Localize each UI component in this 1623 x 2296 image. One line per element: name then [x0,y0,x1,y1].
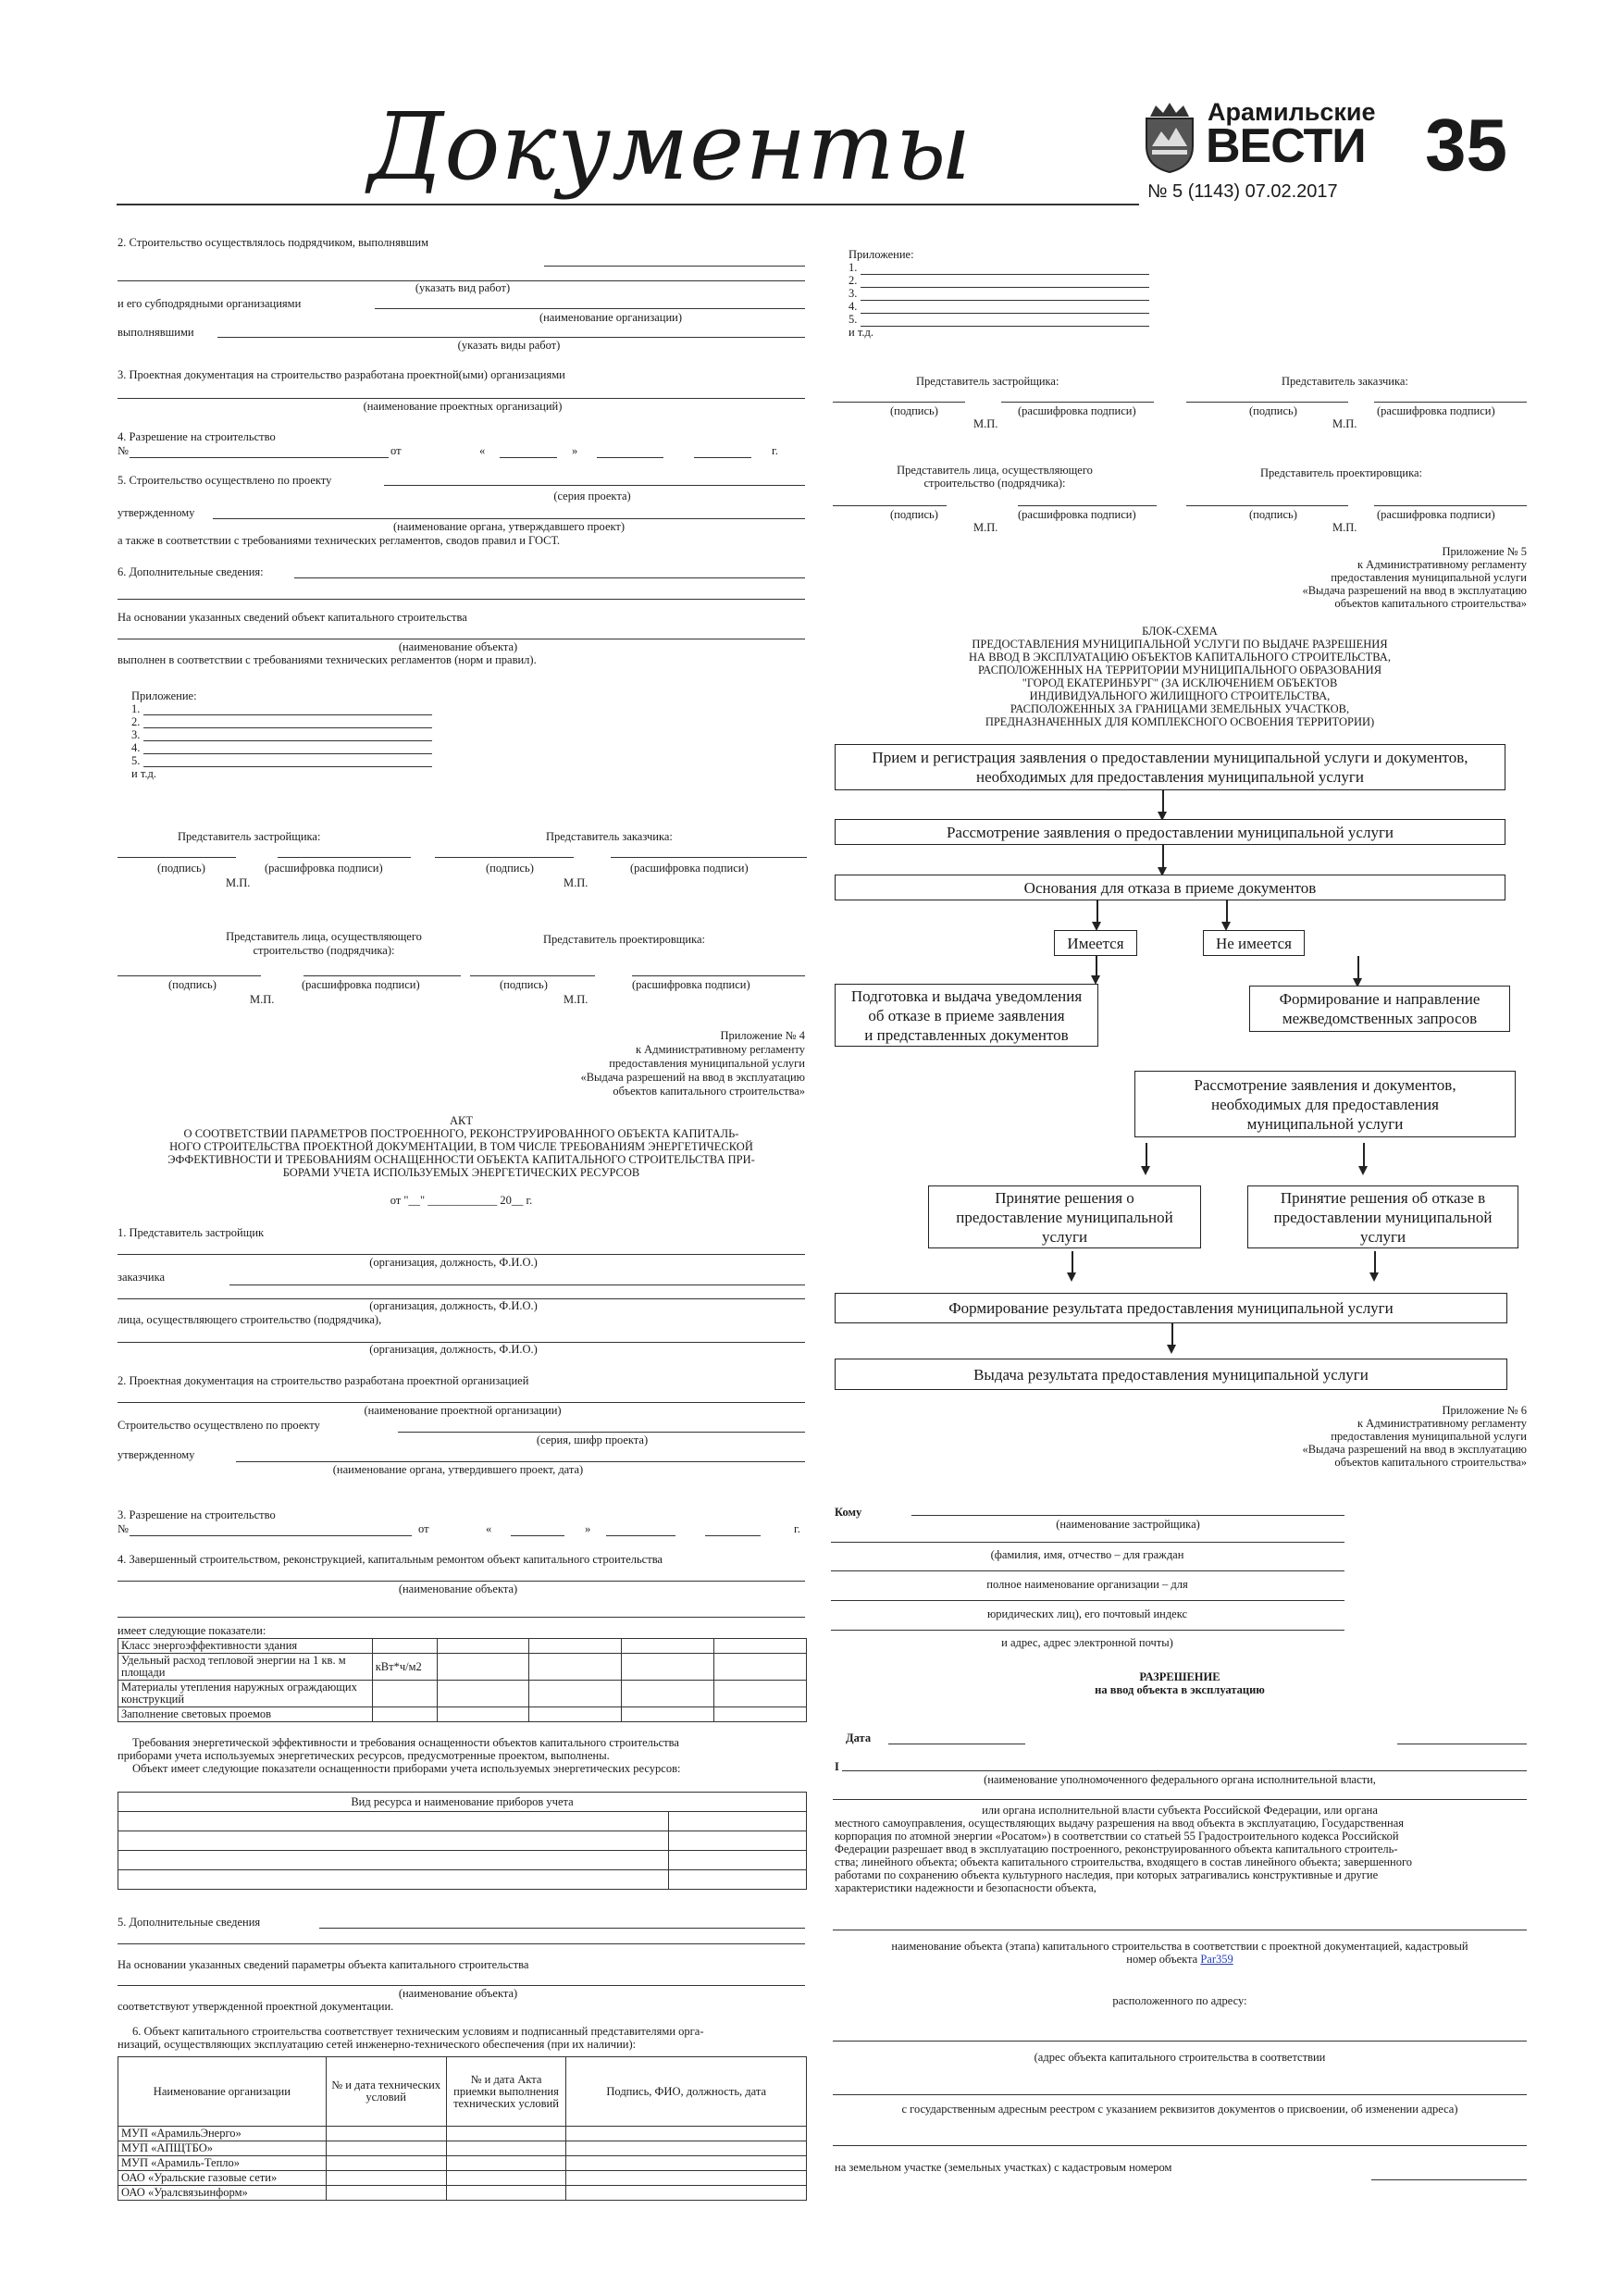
masthead-title: Документы [368,93,973,201]
attachments-title: Приложение: [131,689,197,702]
builder-person-label: лица, осуществляющего строительство (подрядчика), [118,1313,382,1326]
sign-hint: (подпись) [157,862,205,875]
fill-line [861,300,1149,301]
fill-line [143,740,432,741]
orgs-table [118,2056,807,2201]
flow-step-review: Рассмотрение заявления о предоставлении муниципальной услуги [835,819,1505,845]
fill-line [294,577,805,578]
table-row [118,2127,807,2141]
requirements-text: приборами учета используемых энергетических ресурсов, предусмотренные проектом, выполнены. [118,1749,610,1762]
flow-step-interagency [1249,986,1510,1032]
fio-hint: (фамилия, имя, отчество – для граждан [990,1548,1184,1561]
approver-hint: (наименование органа, утвердившего проект, дата) [332,1463,584,1476]
attachment-item: 5. [131,754,141,767]
flow-branch-no: Не имеется [1203,930,1305,956]
quote-close: » [585,1522,591,1535]
stamp-label: М.П. [564,993,588,1006]
flow-text: необходимых для предоставления [1211,1095,1439,1113]
to-label: Кому [835,1506,862,1519]
appendix-5-caption: объектов капитального строительства» [1334,597,1527,610]
attachment-item: 1. [131,702,141,715]
fill-line [143,766,432,767]
act-item-6: 6. Объект капитального строительства соответствует техническим условиям и подписанный представителями орга- [132,2025,704,2038]
fill-line [861,326,1149,327]
appendix-5-caption: предоставления муниципальной услуги [1331,571,1527,584]
fill-line [435,857,574,858]
org-position-fio-hint: (организация, должность, Ф.И.О.) [369,1256,538,1269]
table-cell: Заполнение световых проемов [118,1707,373,1722]
permit-body: корпорация по атомной энергии «Росатом») в соответствии со статьей 55 Градостроительного кодекса Российской [835,1830,1399,1843]
fill-line [118,1617,805,1618]
flow-text: муниципальной услуги [1246,1114,1404,1133]
fill-line [143,753,432,754]
fill-line [118,599,805,600]
table-cell: кВт*ч/м2 [372,1654,437,1681]
stamp-label: М.П. [250,993,275,1006]
arrow-down-icon [1357,956,1359,979]
appendix-6-caption: объектов капитального строительства» [1334,1456,1527,1469]
flow-branch-yes: Имеется [1054,930,1137,956]
sign-hint: (подпись) [500,978,548,991]
regs-line: а также в соответствии с требованиями технических регламентов, сводов правил и ГОСТ. [118,534,560,547]
flow-text: Принятие решения о [995,1188,1134,1207]
act-item-5: 5. Дополнительные сведения [118,1916,261,1929]
indicators-label: имеет следующие показатели: [118,1624,266,1637]
legal-entity-hint: юридических лиц), его почтовый индекс [986,1607,1188,1620]
fill-line [470,975,595,976]
sign-decode-hint: (расшифровка подписи) [302,978,420,991]
flow-text: предоставлении муниципальной [1273,1208,1493,1226]
flow-text: услуги [1041,1227,1088,1246]
table-cell: ОАО «Уралсвязьинформ» [118,2186,327,2201]
energy-table [118,1638,807,1722]
flow-step-approve [928,1185,1201,1248]
permit-body: Федерации разрешает ввод в эксплуатацию построенного, реконструированного объекта капитального строитель- [835,1843,1398,1855]
resource-table [118,1792,807,1890]
fill-line [833,2094,1527,2095]
table-row [118,1654,807,1681]
fill-line [833,505,947,506]
fill-line [842,1770,1527,1771]
fill-line [1374,402,1527,403]
appendix-4-caption: к Административному регламенту [635,1043,805,1056]
sign-decode-hint: (расшифровка подписи) [1018,508,1136,521]
fill-line [236,1461,805,1462]
authority-hint: (наименование уполномоченного федерального органа исполнительной власти, [984,1773,1376,1786]
table-row [118,1831,807,1851]
table-cell: Класс энергоэффективности здания [118,1639,373,1654]
permit-body: местного самоуправления, осуществляющих выдачу разрешения на ввод объекта в эксплуатацию, Государственная [835,1817,1405,1830]
appendix-6-caption: предоставления муниципальной услуги [1331,1430,1527,1443]
act-date: от "__" ____________ 20__ г. [390,1194,533,1207]
sign-decode-hint: (расшифровка подписи) [1377,404,1495,417]
flow-text: Принятие решения об отказе в [1280,1188,1486,1207]
arrow-down-icon [1226,900,1228,923]
block-scheme-title: БЛОК-СХЕМА [1142,625,1218,638]
appendix-5-caption: «Выдача разрешений на ввод в эксплуатацию [1302,584,1527,597]
rep-developer-label: Представитель застройщика: [916,375,1059,388]
act-item-3: 3. Разрешение на строительство [118,1508,276,1521]
par-link[interactable]: Par359 [1200,1953,1233,1966]
comply-text: соответствуют утвержденной проектной документации. [118,2000,394,2013]
address-registry-hint: (адрес объекта капитального строительства в соответствии [1034,2051,1326,2064]
fill-line [632,975,805,976]
rep-developer-label: Представитель застройщика: [178,830,321,843]
design-org-hint: (наименование проектной организации) [364,1404,562,1417]
act-item-6: низаций, осуществляющих эксплуатацию сетей инженерно-технического обеспечения (при их наличии): [118,2038,637,2051]
fill-line [118,398,805,399]
arrow-down-icon [1096,900,1098,923]
object-name-hint: (наименование объекта) [398,1582,518,1595]
fill-line [611,857,807,858]
basis-text: На основании указанных сведений параметры объекта капитального строительства [118,1958,529,1971]
org-position-fio-hint: (организация, должность, Ф.И.О.) [369,1299,538,1312]
fill-line [911,1515,1344,1516]
coat-of-arms-icon [1141,100,1198,174]
arrow-down-icon [1162,845,1164,868]
permit-body: или органа исполнительной власти субъекта Российской Федерации, или органа [982,1804,1378,1817]
arrow-down-icon [1072,1251,1073,1273]
table-header: Вид ресурса и наименование приборов учета [118,1793,807,1812]
fill-line [1371,2179,1527,2180]
section-number: I [835,1760,839,1773]
appendix-6-caption: «Выдача разрешений на ввод в эксплуатацию [1302,1443,1527,1456]
appendix-5-caption: к Административному регламенту [1357,558,1527,571]
appendix-4-caption: Приложение № 4 [720,1029,805,1042]
act-item-1: 1. Представитель застройщик [118,1226,265,1239]
fill-line [118,1581,805,1582]
attachment-item: 4. [131,741,141,754]
act-title: О СООТВЕТСТВИИ ПАРАМЕТРОВ ПОСТРОЕННОГО, РЕКОНСТРУИРОВАННОГО ОБЪЕКТА КАПИТАЛЬ- [183,1127,739,1140]
act-title: ЭФФЕКТИВНОСТИ И ТРЕБОВАНИЯМ ОСНАЩЕННОСТИ ОБЪЕКТА КАПИТАЛЬНОГО СТРОИТЕЛЬСТВА ПРИ- [167,1153,755,1166]
table-header: № и дата технических условий [326,2057,446,2127]
act-title: БОРАМИ УЧЕТА ИСПОЛЬЗУЕМЫХ ЭНЕРГЕТИЧЕСКИХ РЕСУРСОВ [282,1166,640,1179]
header-rule [117,204,1139,205]
fill-line [597,457,663,458]
table-header: Наименование организации [118,2057,327,2127]
subcontractors-label: и его субподрядными организациями [118,297,302,310]
table-row [118,1793,807,1812]
fill-line [1186,505,1348,506]
work-type-hint: (указать вид работ) [415,281,511,294]
flow-text: Прием и регистрация заявления о предоставлении муниципальной услуги и документов, [872,749,1468,766]
developer-name-hint: (наименование застройщика) [1056,1518,1200,1531]
issue-info: № 5 (1143) 07.02.2017 [1147,181,1338,202]
number-sign: № [118,1522,129,1535]
appendix-5-caption: Приложение № 5 [1442,545,1527,558]
attachment-item: 5. [849,313,858,326]
quote-open: « [479,444,486,457]
attachment-item: 1. [849,261,858,274]
block-scheme-title: РАСПОЛОЖЕННЫХ НА ТЕРРИТОРИИ МУНИЦИПАЛЬНОГО ОБРАЗОВАНИЯ [977,664,1382,676]
table-header: № и дата Акта приемки выполнения технических условий [446,2057,566,2127]
requirements-text: Требования энергетической эффективности и требования оснащенности объектов капитального строительства [132,1736,679,1749]
flow-text: Подготовка и выдача уведомления [850,987,1083,1005]
fill-line [143,727,432,728]
flow-text: об отказе в приеме заявления [868,1006,1065,1024]
fill-line [606,1535,675,1536]
object-stage-hint [833,1953,1527,1967]
permit-title: РАЗРЕШЕНИЕ [1139,1670,1220,1683]
sign-hint: (подпись) [1249,404,1297,417]
flow-step-form-result: Формирование результата предоставления муниципальной услуги [835,1293,1507,1323]
section-2-heading: 2. Строительство осуществлялось подрядчиком, выполнявшим [118,236,428,249]
block-scheme-title: ПРЕДНАЗНАЧЕННЫХ ДЛЯ КОМПЛЕКСНОГО ОСВОЕНИЯ ТЕРРИТОРИИ) [985,715,1375,728]
fill-line [398,1432,805,1433]
table-row [118,2171,807,2186]
fill-line [384,485,805,486]
approver-hint: (наименование органа, утверждавшего проект) [392,520,626,533]
sign-hint: (подпись) [168,978,217,991]
registry-hint: с государственным адресным реестром с указанием реквизитов документов о присвоении, об изменении адреса) [901,2103,1458,2116]
page-number: 35 [1425,104,1507,186]
permit-body: характеристики надежности и безопасности объекта, [835,1881,1096,1894]
rep-builder-label: строительство (подрядчика): [253,944,395,957]
block-scheme-title: НА ВВОД В ЭКСПЛУАТАЦИЮ ОБЪЕКТОВ КАПИТАЛЬНОГО СТРОИТЕЛЬСТВА, [969,651,1391,664]
flow-text: межведомственных запросов [1282,1010,1478,1027]
table-cell: МУП «Арамиль-Тепло» [118,2156,327,2171]
rep-customer-label: Представитель заказчика: [1282,375,1408,388]
table-row [118,1851,807,1870]
fill-line [118,975,261,976]
table-row [118,2141,807,2156]
fill-line [1186,402,1348,403]
etc-label: и т.д. [849,326,873,339]
full-name-hint: полное наименование организации – для [986,1578,1188,1591]
fill-line [831,1542,1344,1543]
flow-step-issue-result: Выдача результата предоставления муниципальной услуги [835,1359,1507,1390]
table-cell: МУП «АПЩТБО» [118,2141,327,2156]
performed-label: выполнявшими [118,326,194,339]
section-4-heading: 4. Разрешение на строительство [118,430,276,443]
appendix-4-caption: предоставления муниципальной услуги [609,1057,805,1070]
arrow-down-icon [1146,1143,1147,1167]
object-name-hint: (наименование объекта) [398,640,518,653]
approved-label: утвержденному [118,1448,195,1461]
fill-line [500,457,557,458]
flow-text: услуги [1359,1227,1406,1246]
table-row [118,2156,807,2171]
section-6-heading: 6. Дополнительные сведения: [118,565,264,578]
section-5-heading: 5. Строительство осуществлено по проекту [118,474,332,487]
fill-line [375,308,805,309]
fill-line [213,518,805,519]
sign-hint: (подпись) [890,404,938,417]
object-name-hint: (наименование объекта) [398,1987,518,2000]
fill-line [1018,505,1157,506]
block-scheme-title: "ГОРОД ЕКАТЕРИНБУРГ" (ЗА ИСКЛЮЧЕНИЕМ ОБЪЕКТОВ [1022,676,1338,689]
sign-decode-hint: (расшифровка подписи) [1018,404,1136,417]
flow-step-intake [835,744,1505,790]
flow-step-review-docs [1134,1071,1516,1137]
table-row [118,1870,807,1890]
stamp-label: М.П. [973,417,998,430]
table-row [118,1681,807,1707]
flow-text: предоставление муниципальной [956,1208,1173,1226]
year-suffix: г. [794,1522,800,1535]
basis-text: На основании указанных сведений объект капитального строительства [118,611,467,624]
fill-line [319,1928,805,1929]
approved-label: утвержденному [118,506,195,519]
fill-line [544,266,805,267]
act-title: НОГО СТРОИТЕЛЬСТВА ПРОЕКТНОЙ ДОКУМЕНТАЦИИ, В ТОМ ЧИСЛЕ ТРЕБОВАНИЯМ ЭНЕРГЕТИЧЕСКОЙ [169,1140,753,1153]
appendix-4-caption: объектов капитального строительства» [613,1085,805,1098]
appendix-6-caption: Приложение № 6 [1442,1404,1527,1417]
fill-line [217,337,805,338]
fill-line [831,1630,1344,1631]
fill-line [831,1570,1344,1571]
design-orgs-hint: (наименование проектных организаций) [363,400,563,413]
fill-line [831,1600,1344,1601]
series-code-hint: (серия, шифр проекта) [536,1433,649,1446]
sign-decode-hint: (расшифровка подписи) [265,862,383,875]
stamp-label: М.П. [1332,417,1357,430]
stamp-label: М.П. [226,876,251,889]
fill-line [118,1985,805,1986]
table-row [118,2186,807,2201]
land-plot-label: на земельном участке (земельных участках) с кадастровым номером [835,2161,1172,2174]
fill-line [143,714,432,715]
permit-body: работами по сохранению объекта культурного наследия, при которых затрагивались конструктивные и другие [835,1868,1379,1881]
flow-text: необходимых для предоставления муниципальной услуги [976,768,1364,786]
table-row [118,1639,807,1654]
stamp-label: М.П. [564,876,588,889]
quote-close: » [572,444,578,457]
fill-line [130,457,389,458]
sign-decode-hint: (расшифровка подписи) [632,978,750,991]
flow-step-reject [1247,1185,1518,1248]
brand-line-1: Арамильские [1208,98,1376,126]
table-row [118,1812,807,1831]
located-label: расположенного по адресу: [1112,1994,1247,2007]
arrow-down-icon [1363,1143,1365,1167]
etc-label: и т.д. [131,767,156,780]
requirements-text: Объект имеет следующие показатели оснащенности приборами учета используемых энергетических ресурсов: [132,1762,681,1775]
permit-subtitle: на ввод объекта в эксплуатацию [1095,1683,1265,1696]
attachment-item: 3. [131,728,141,741]
object-stage-hint: наименование объекта (этапа) капитального строительства в соответствии с проектной документацией, кадастровый [891,1940,1468,1953]
stamp-label: М.П. [973,521,998,534]
rep-customer-label: Представитель заказчика: [546,830,673,843]
customer-label: заказчика [118,1271,166,1284]
flow-text: Рассмотрение заявления и документов, [1194,1075,1456,1094]
object-stage-text: номер объекта [1126,1953,1198,1966]
act-item-2: 2. Проектная документация на строительство разработана проектной организацией [118,1374,529,1387]
rep-builder-label: Представитель лица, осуществляющего [226,930,422,943]
table-row [118,1707,807,1722]
attachment-item: 2. [131,715,141,728]
fill-line [861,287,1149,288]
quote-open: « [486,1522,492,1535]
appendix-6-caption: к Административному регламенту [1357,1417,1527,1430]
act-item-4: 4. Завершенный строительством, реконструкцией, капитальным ремонтом объект капитального строительства [118,1553,663,1566]
fill-line [1001,402,1154,403]
work-types-hint: (указать виды работ) [457,339,561,352]
act-title: АКТ [450,1114,473,1127]
attachment-item: 2. [849,274,858,287]
arrow-down-icon [1096,956,1097,976]
stamp-label: М.П. [1332,521,1357,534]
org-name-hint: (наименование организации) [539,311,683,324]
date-label: Дата [846,1731,872,1744]
rep-builder-label: строительство (подрядчика): [923,477,1066,490]
fill-line [861,313,1149,314]
flow-step-grounds-refusal: Основания для отказа в приеме документов [835,875,1505,900]
rep-designer-label: Представитель проектировщика: [1260,466,1422,479]
block-scheme-title: ПРЕДОСТАВЛЕНИЯ МУНИЦИПАЛЬНОЙ УСЛУГИ ПО ВЫДАЧЕ РАЗРЕШЕНИЯ [972,638,1388,651]
fill-line [130,1535,412,1536]
arrow-down-icon [1171,1323,1173,1346]
block-scheme-title: ИНДИВИДУАЛЬНОГО ЖИЛИЩНОГО СТРОИТЕЛЬСТВА, [1029,689,1331,702]
sign-hint: (подпись) [1249,508,1297,521]
project-series-hint: (серия проекта) [553,490,631,503]
fill-line [118,1943,805,1944]
permit-body: ства; линейного объекта; объекта капитального строительства, входящего в состав линейного объекта; завершенного [835,1855,1413,1868]
flow-text: и представленных документов [864,1025,1069,1044]
section-3-heading: 3. Проектная документация на строительство разработана проектной(ыми) организациями [118,368,565,381]
year-suffix: г. [772,444,778,457]
number-sign: № [118,444,129,457]
table-cell: Материалы утепления наружных ограждающих конструкций [118,1681,373,1707]
fill-line [278,857,411,858]
arrow-down-icon [1162,790,1164,813]
table-cell: ОАО «Уральские газовые сети» [118,2171,327,2186]
done-per-regs: выполнен в соответствии с требованиями технических регламентов (норм и правил). [118,653,537,666]
fill-line [304,975,461,976]
fill-line [118,1402,805,1403]
sign-decode-hint: (расшифровка подписи) [630,862,749,875]
fill-line [833,2041,1527,2042]
appendix-4-caption: «Выдача разрешений на ввод в эксплуатацию [580,1071,805,1084]
built-per-project-label: Строительство осуществлено по проекту [118,1419,320,1432]
brand-line-2: ВЕСТИ [1206,119,1366,173]
fill-line [118,857,236,858]
fill-line [511,1535,564,1536]
fill-line [833,2145,1527,2146]
table-cell: Удельный расход тепловой энергии на 1 кв. м площади [118,1654,373,1681]
fill-line [118,1254,805,1255]
fill-line [833,402,965,403]
flow-step-refusal-notice [835,984,1098,1047]
table-cell: МУП «АрамильЭнерго» [118,2127,327,2141]
from-label: от [390,444,402,457]
attachment-item: 3. [849,287,858,300]
table-header: Подпись, ФИО, должность, дата [566,2057,807,2127]
sign-hint: (подпись) [890,508,938,521]
from-label: от [418,1522,429,1535]
fill-line [1374,505,1527,506]
fill-line [694,457,751,458]
rep-builder-label: Представитель лица, осуществляющего [897,464,1093,477]
address-hint: и адрес, адрес электронной почты) [1001,1636,1173,1649]
org-position-fio-hint: (организация, должность, Ф.И.О.) [369,1343,538,1356]
rep-designer-label: Представитель проектировщика: [543,933,705,946]
table-header-row [118,2057,807,2127]
block-scheme-title: РАСПОЛОЖЕННЫХ ЗА ГРАНИЦАМИ ЗЕМЕЛЬНЫХ УЧАСТКОВ, [1010,702,1350,715]
attachment-item: 4. [849,300,858,313]
fill-line [705,1535,761,1536]
arrow-down-icon [1374,1251,1376,1273]
attachments-title: Приложение: [849,248,914,261]
fill-line [861,274,1149,275]
sign-hint: (подпись) [486,862,534,875]
sign-decode-hint: (расшифровка подписи) [1377,508,1495,521]
flow-text: Формирование и направление [1279,990,1481,1008]
fill-line [833,1799,1527,1800]
